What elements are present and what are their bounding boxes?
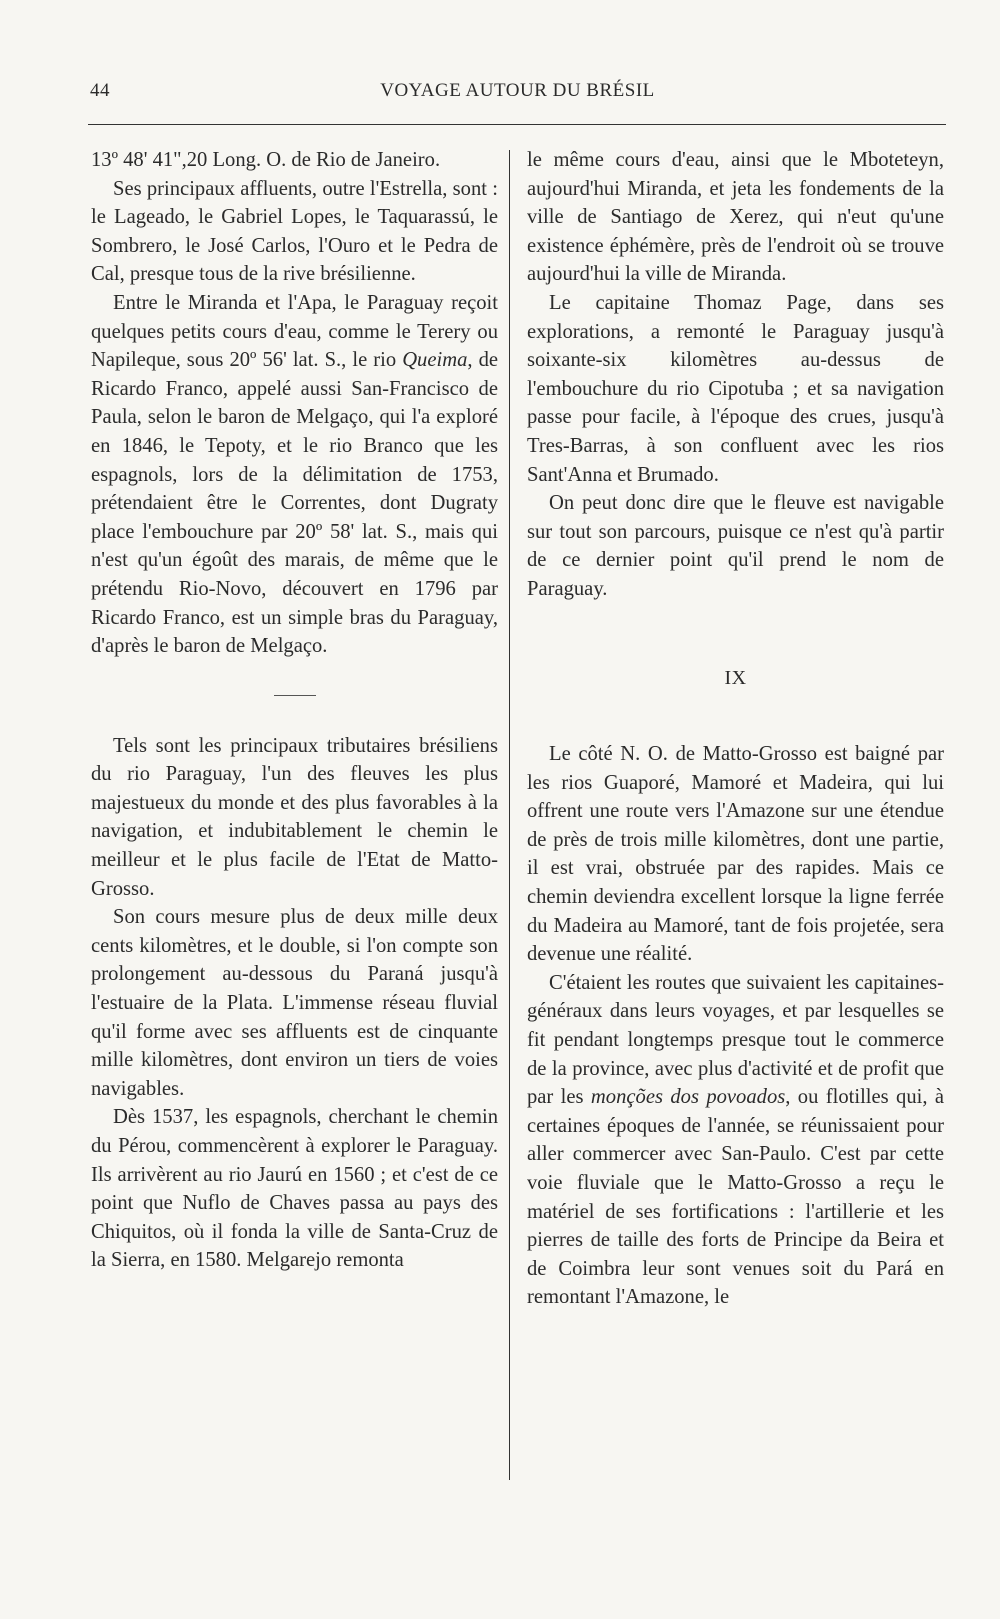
right-column: [527, 146, 944, 1312]
left-column: [91, 146, 498, 1275]
paragraph: Dès 1537, les espagnols, cherchant le chemin du Pérou, commencèrent à explorer le Paraguay. Ils arrivèrent au rio Jaurú en 1560 ; et c'est de ce point que Nuflo de Chaves passa au pays des Chiquitos, où il fonda la ville de Santa-Cruz de la Sierra, en 1580. Melgarejo remonta: [91, 1106, 498, 1272]
italic-term: monções dos povoados: [590, 1086, 786, 1109]
text-run: Entre le Miranda et l'Apa, le Paraguay reçoit quelques petits cours d'eau, comme le Terery ou Napileque, sous 20º 56' lat. S., le rio: [91, 291, 498, 372]
paragraph: [91, 289, 498, 661]
page-header: [90, 80, 945, 104]
paragraph: On peut donc dire que le fleuve est navigable sur tout son parcours, puisque ce n'est qu'à partir de ce dernier point qu'il prend le nom de Paraguay.: [527, 492, 944, 600]
paragraph: Tels sont les principaux tributaires brésiliens du rio Paraguay, l'un des fleuves les plus majestueux du monde et des plus favorables à la navigation, et indubitablement le chemin le meilleur et le plus facile de l'Etat de Matto-Grosso.: [91, 734, 498, 900]
text-run: C'étaient les routes que suivaient les capitaines-généraux dans leurs voyages, et par lesquelles se fit pendant longtemps presque tout le commerce de la province, avec plus d'activité et de profit que par les: [527, 971, 944, 1109]
text-run: , de Ricardo Franco, appelé aussi San-Francisco de Paula, selon le baron de Melgaço, qui l'a exploré en 1846, le Tepoty, et le rio Branco que les espagnols, lors de la délimitation de 1753, prétendaient être le Correntes, dont Dugraty place l'embouchure par 20º 58' lat. S., mais qui n'est qu'un égoût des marais, de même que le prétendu Rio-Novo, découvert en 1796 par Ricardo Franco, est un simple bras du Paraguay, d'après le baron de Melgaço.: [91, 349, 499, 658]
paragraph: 13º 48' 41",20 Long. O. de Rio de Janeiro.: [91, 149, 441, 171]
paragraph: Le capitaine Thomaz Page, dans ses explorations, a remonté le Paraguay jusqu'à soixante-six kilomètres au-dessus de l'embouchure du rio Cipotuba ; et sa navigation passe pour facile, à l'époque des crues, jusqu'à Tres-Barras, à son confluent avec les rios Sant'Anna et Brumado.: [527, 291, 944, 486]
paragraph: Ses principaux affluents, outre l'Estrella, sont : le Lageado, le Gabriel Lopes, le Taquarassú, le Sombrero, le José Carlos, l'Ouro et le Pedra de Cal, presque tous de la rive brésilienne.: [91, 177, 498, 286]
section-separator: [274, 695, 316, 696]
paragraph: [527, 969, 944, 1312]
paragraph: le même cours d'eau, ainsi que le Mboteteyn, aujourd'hui Miranda, et jeta les fondements de la ville de Santiago de Xerez, qui n'eut qu'une existence éphémère, près de l'endroit où se trouve aujourd'hui la ville de Miranda.: [527, 149, 944, 286]
header-rule: [88, 124, 946, 125]
italic-term: Queima: [402, 349, 468, 372]
paragraph: Son cours mesure plus de deux mille deux cents kilomètres, et le double, si l'on compte son prolongement au-dessous du Paraná jusqu'à l'estuaire de la Plata. L'immense réseau fluvial qu'il forme avec ses affluents est de cinquante mille kilomètres, dont environ un tiers de voies navigables.: [91, 906, 498, 1100]
running-title: VOYAGE AUTOUR DU BRÉSIL: [380, 80, 655, 101]
column-divider: [509, 150, 510, 1480]
text-run: , ou flotilles qui, à certaines époques de l'année, se réunissaient pour aller commercer avec San-Paulo. C'est par cette voie fluviale que le Matto-Grosso a reçu le matériel de ses fortifications : l'artillerie et les pierres de taille des forts de Principe da Beira et de Coimbra leur sont venues soit du Pará en remontant l'Amazone, le: [527, 1086, 945, 1309]
section-heading: IX: [724, 666, 747, 689]
paragraph: Le côté N. O. de Matto-Grosso est baigné par les rios Guaporé, Mamoré et Madeira, qui lui offrent une route vers l'Amazone sur une étendue de près de trois mille kilomètres, dont une partie, il est vrai, obstruée par des rapides. Mais ce chemin deviendra excellent lorsque la ligne ferrée du Madeira au Mamoré, tant de fois projetée, sera devenue une réalité.: [527, 743, 944, 966]
page-number: 44: [90, 80, 110, 101]
